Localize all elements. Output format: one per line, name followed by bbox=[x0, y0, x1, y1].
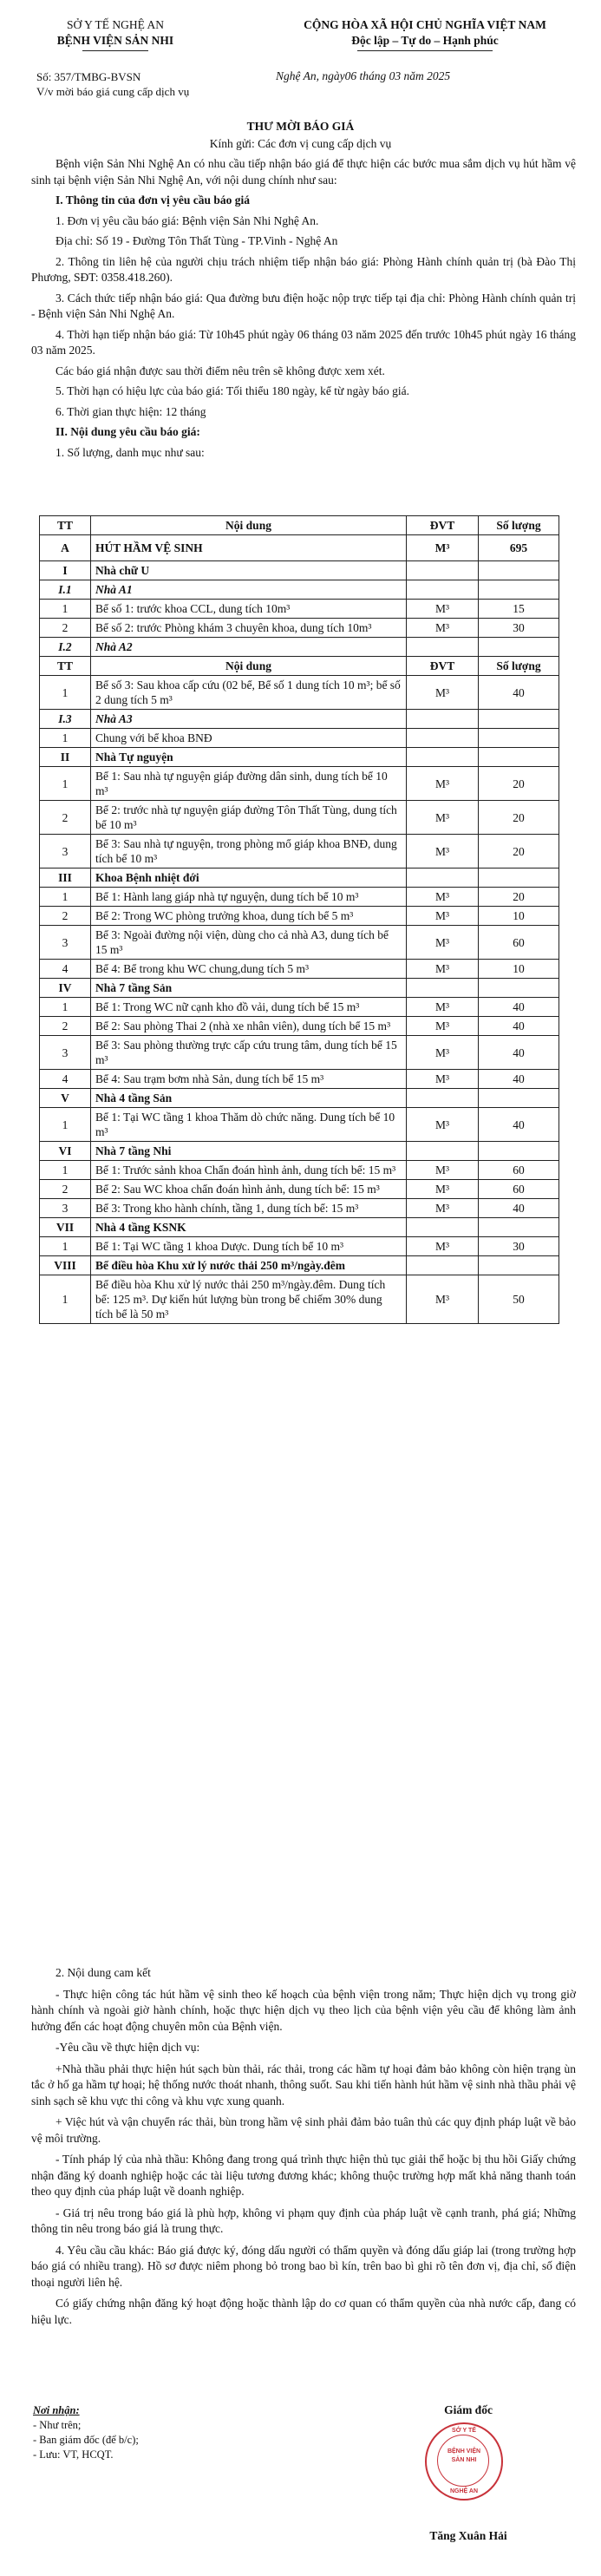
section-2-heading: II. Nội dung yêu cầu báo giá: bbox=[56, 425, 200, 438]
cell-content: Bể số 1: trước khoa CCL, dung tích 10m³ bbox=[91, 600, 407, 619]
cell-unit: M³ bbox=[407, 1036, 479, 1070]
cell-content: Bể 2: trước nhà tự nguyện giáp đường Tôn Thất Tùng, dung tích bể 10 m³ bbox=[91, 801, 407, 835]
cell-content: Nhà 7 tầng Sản bbox=[91, 979, 407, 998]
cell-quantity bbox=[479, 729, 559, 748]
cell-unit: M³ bbox=[407, 1108, 479, 1142]
commitment-section bbox=[31, 1965, 576, 2333]
cell-tt: 1 bbox=[40, 600, 91, 619]
table-row bbox=[40, 1218, 559, 1237]
cell-content: Bể 2: Sau phòng Thai 2 (nhà xe nhân viên), dung tích bể 15 m³ bbox=[91, 1017, 407, 1036]
table-row bbox=[40, 1275, 559, 1324]
cell-quantity bbox=[479, 1218, 559, 1237]
cell-quantity: 20 bbox=[479, 888, 559, 907]
cell-unit bbox=[407, 729, 479, 748]
section-1-item: 3. Cách thức tiếp nhận báo giá: Qua đường bưu điện hoặc nộp trực tiếp tại địa chỉ: Phòng Hành chính quản trị - Bệnh viện Sản Nhi Nghệ An. bbox=[31, 291, 576, 320]
cell-unit bbox=[407, 979, 479, 998]
commitment-paragraph: + Việc hút và vận chuyển rác thải, bùn trong hầm vệ sinh phải đảm bảo tuân thủ các quy định pháp luật về bảo vệ môi trường. bbox=[31, 2115, 576, 2145]
cell-unit: M³ bbox=[407, 1017, 479, 1036]
cell-tt: I.2 bbox=[40, 638, 91, 657]
col-header-unit: ĐVT bbox=[407, 516, 479, 535]
commitment-paragraph: -Yêu cầu về thực hiện dịch vụ: bbox=[56, 2041, 200, 2054]
table-row bbox=[40, 600, 559, 619]
org-underline bbox=[82, 50, 148, 51]
cell-quantity: 50 bbox=[479, 1275, 559, 1324]
cell-unit bbox=[407, 710, 479, 729]
section-1-item: Địa chỉ: Số 19 - Đường Tôn Thất Tùng - TP.Vinh - Nghệ An bbox=[56, 234, 338, 247]
cell-quantity bbox=[479, 979, 559, 998]
cell-content: Bể điều hòa Khu xử lý nước thải 250 m³/ngày.đêm. Dung tích bể: 125 m³. Dự kiến hút lượng bùn trong bể chiếm 30% dung tích bể là 50 m³ bbox=[91, 1275, 407, 1324]
cell-quantity bbox=[479, 1089, 559, 1108]
cell-quantity bbox=[479, 638, 559, 657]
cell-unit: M³ bbox=[407, 619, 479, 638]
cell-content: Nhà A3 bbox=[91, 710, 407, 729]
signer-name: Tăng Xuân Hải bbox=[429, 2529, 507, 2542]
table-row bbox=[40, 835, 559, 868]
cell-tt: 2 bbox=[40, 619, 91, 638]
table-row bbox=[40, 907, 559, 926]
cell-quantity: 15 bbox=[479, 600, 559, 619]
table-row bbox=[40, 888, 559, 907]
service-table bbox=[39, 515, 559, 1324]
table-row bbox=[40, 979, 559, 998]
cell-quantity bbox=[479, 748, 559, 767]
cell-unit: M³ bbox=[407, 1161, 479, 1180]
section-1-item: 5. Thời hạn có hiệu lực của báo giá: Tối thiểu 180 ngày, kể từ ngày báo giá. bbox=[56, 384, 410, 397]
commitment-paragraph: Có giấy chứng nhận đăng ký hoạt động hoặc thành lập do cơ quan có thẩm quyền của nhà nước cấp, đang có hiệu lực. bbox=[31, 2297, 576, 2326]
cell-unit bbox=[407, 748, 479, 767]
cell-unit bbox=[407, 1089, 479, 1108]
recipients-label: Nơi nhận: bbox=[33, 2404, 80, 2416]
cell-tt: VII bbox=[40, 1218, 91, 1237]
table-row bbox=[40, 748, 559, 767]
cell-tt: VIII bbox=[40, 1256, 91, 1275]
cell-content: Bể 1: Hành lang giáp nhà tự nguyện, dung tích bể 10 m³ bbox=[91, 888, 407, 907]
commitment-paragraph: - Tính pháp lý của nhà thầu: Không đang trong quá trình thực hiện thủ tục giải thể hoặc bị thu hồi Giấy chứng nhận đăng ký doanh nghiệp hoặc các tài liệu tương đương khác; không thuộc trường hợp mất khả năng thanh toán theo quy định của pháp luật về doanh nghiệp. bbox=[31, 2153, 576, 2198]
table-row bbox=[40, 1017, 559, 1036]
cell-quantity: 40 bbox=[479, 1070, 559, 1089]
table-row bbox=[40, 767, 559, 801]
cell-quantity bbox=[479, 1256, 559, 1275]
recipient-item: - Lưu: VT, HCQT. bbox=[33, 2448, 114, 2461]
cell-tt: I bbox=[40, 561, 91, 580]
cell-unit: M³ bbox=[407, 1199, 479, 1218]
table-row bbox=[40, 561, 559, 580]
cell-content: Bể số 3: Sau khoa cấp cứu (02 bể, Bể số 1 dung tích 10 m³; bể số 2 dung tích 5 m³ bbox=[91, 676, 407, 710]
section-1-item: 6. Thời gian thực hiện: 12 tháng bbox=[56, 404, 206, 418]
table-row bbox=[40, 1108, 559, 1142]
table-row bbox=[40, 1256, 559, 1275]
cell-content: Bể 3: Trong kho hành chính, tầng 1, dung tích bể: 15 m³ bbox=[91, 1199, 407, 1218]
cell-unit: M³ bbox=[407, 888, 479, 907]
cell-content: Nhà chữ U bbox=[91, 561, 407, 580]
org-parent: SỞ Y TẾ NGHỆ AN bbox=[66, 18, 164, 31]
cell-quantity: 40 bbox=[479, 998, 559, 1017]
section-1-item: 1. Đơn vị yêu cầu báo giá: Bệnh viện Sản Nhi Nghệ An. bbox=[56, 213, 319, 227]
cell-content: Chung với bể khoa BNĐ bbox=[91, 729, 407, 748]
table-row bbox=[40, 1142, 559, 1161]
cell-tt: 3 bbox=[40, 1199, 91, 1218]
commitment-paragraph: - Thực hiện công tác hút hầm vệ sinh theo kế hoạch của bệnh viện trong năm; Thực hiện dịch vụ trong giờ hành chính và ngoài giờ hành chính, hoặc thực hiện dịch vụ theo lịch của bệnh viện yêu cầu để không làm ảnh hưởng đến các hoạt động chuyên môn của Bệnh viện. bbox=[31, 1987, 576, 2033]
cell-quantity: 695 bbox=[479, 535, 559, 561]
cell-tt: 1 bbox=[40, 1275, 91, 1324]
cell-content: Bể 1: Sau nhà tự nguyện giáp đường dân sinh, dung tích bể 10 m³ bbox=[91, 767, 407, 801]
cell-unit: M³ bbox=[407, 926, 479, 960]
cell-content: Nhà A2 bbox=[91, 638, 407, 657]
section-1-item: 4. Thời hạn tiếp nhận báo giá: Từ 10h45 phút ngày 06 tháng 03 năm 2025 đến trước 10h45 phút ngày 16 tháng 03 năm 2025. bbox=[31, 327, 576, 357]
cell-unit bbox=[407, 1256, 479, 1275]
cell-quantity: 60 bbox=[479, 1180, 559, 1199]
cell-content: Bể 2: Sau WC khoa chẩn đoán hình ảnh, dung tích bể: 15 m³ bbox=[91, 1180, 407, 1199]
document-date: Nghệ An, ngày06 tháng 03 năm 2025 bbox=[276, 69, 451, 82]
cell-unit: M³ bbox=[407, 835, 479, 868]
cell-content: Bể 4: Sau trạm bơm nhà Sản, dung tích bể 15 m³ bbox=[91, 1070, 407, 1089]
stamp-text: NGHỆ AN bbox=[449, 2488, 479, 2494]
table-row bbox=[40, 535, 559, 561]
cell-tt: I.3 bbox=[40, 710, 91, 729]
table-row bbox=[40, 1180, 559, 1199]
cell-unit: M³ bbox=[407, 767, 479, 801]
org-name: BỆNH VIỆN SẢN NHI bbox=[56, 34, 174, 47]
table-row bbox=[40, 1161, 559, 1180]
reference-subject: V/v mời báo giá cung cấp dịch vụ bbox=[36, 85, 190, 98]
cell-content: Bể 1: Trong WC nữ cạnh kho đồ vải, dung tích bể 15 m³ bbox=[91, 998, 407, 1017]
cell-tt: 3 bbox=[40, 926, 91, 960]
table-row bbox=[40, 868, 559, 888]
recipients-block bbox=[33, 2403, 139, 2462]
nation-name: CỘNG HÒA XÃ HỘI CHỦ NGHĨA VIỆT NAM bbox=[304, 18, 546, 31]
cell-unit: M³ bbox=[407, 535, 479, 561]
reference-number: Số: 357/TMBG-BVSN bbox=[36, 70, 141, 83]
cell-tt: 1 bbox=[40, 1108, 91, 1142]
table-row bbox=[40, 1070, 559, 1089]
table-row bbox=[40, 619, 559, 638]
cell-content: HÚT HẦM VỆ SINH bbox=[91, 535, 407, 561]
cell-content: Khoa Bệnh nhiệt đới bbox=[91, 868, 407, 888]
commitment-paragraph: - Giá trị nêu trong báo giá là phù hợp, không vi phạm quy định của pháp luật về cạnh tranh, phá giá; Những thông tin nêu trong báo giá là trung thực. bbox=[31, 2206, 576, 2235]
cell-content: Nhà Tự nguyện bbox=[91, 748, 407, 767]
signer-position: Giám đốc bbox=[444, 2403, 493, 2416]
cell-tt: V bbox=[40, 1089, 91, 1108]
table-row bbox=[40, 926, 559, 960]
cell-unit bbox=[407, 561, 479, 580]
table-row bbox=[40, 998, 559, 1017]
cell-content: Bể 1: Trước sảnh khoa Chẩn đoán hình ảnh, dung tích bể: 15 m³ bbox=[91, 1161, 407, 1180]
table-row bbox=[40, 1036, 559, 1070]
cell-quantity bbox=[479, 561, 559, 580]
section-2-sub1: 1. Số lượng, danh mục như sau: bbox=[56, 445, 205, 459]
document-title: THƯ MỜI BÁO GIÁ bbox=[246, 120, 355, 133]
section-1-item: Các báo giá nhận được sau thời điểm nêu trên sẽ không được xem xét. bbox=[56, 364, 385, 377]
cell-content: Nhà 4 tầng KSNK bbox=[91, 1218, 407, 1237]
cell-tt: III bbox=[40, 868, 91, 888]
cell-unit bbox=[407, 638, 479, 657]
header-nation bbox=[260, 17, 590, 49]
commitment-heading: 2. Nội dung cam kết bbox=[56, 1966, 151, 1979]
table-header-row bbox=[40, 657, 559, 676]
cell-quantity bbox=[479, 580, 559, 600]
cell-unit: M³ bbox=[407, 960, 479, 979]
commitment-paragraph: 4. Yêu cầu cầu khác: Báo giá được ký, đóng dấu người có thẩm quyền và đóng dấu giáp lai (trong trường hợp báo giá có nhiều trang). Hồ sơ được niêm phong bỏ trong bao bì kín, trên bao bì ghi rõ tên đơn vị, địa chỉ, số điện thoại người liên hệ. bbox=[31, 2243, 576, 2289]
cell-tt: 1 bbox=[40, 888, 91, 907]
cell-content: Bể số 2: trước Phòng khám 3 chuyên khoa, dung tích 10m³ bbox=[91, 619, 407, 638]
document-body bbox=[31, 156, 576, 465]
table-row bbox=[40, 580, 559, 600]
cell-tt: IV bbox=[40, 979, 91, 998]
cell-content: Bể 1: Tại WC tầng 1 khoa Dược. Dung tích bể 10 m³ bbox=[91, 1237, 407, 1256]
cell-unit: ĐVT bbox=[407, 657, 479, 676]
table-row bbox=[40, 710, 559, 729]
cell-unit: M³ bbox=[407, 801, 479, 835]
table-row bbox=[40, 1237, 559, 1256]
cell-quantity: 40 bbox=[479, 1108, 559, 1142]
col-header-quantity: Số lượng bbox=[479, 516, 559, 535]
cell-tt: 1 bbox=[40, 676, 91, 710]
stamp-text: SẢN NHI bbox=[451, 2457, 477, 2463]
col-header-tt: TT bbox=[40, 516, 91, 535]
cell-quantity: 60 bbox=[479, 1161, 559, 1180]
cell-quantity: 40 bbox=[479, 676, 559, 710]
cell-content: Bể 2: Trong WC phòng trưởng khoa, dung tích bể 5 m³ bbox=[91, 907, 407, 926]
cell-tt: 1 bbox=[40, 729, 91, 748]
cell-tt: 4 bbox=[40, 960, 91, 979]
cell-tt: 1 bbox=[40, 1161, 91, 1180]
cell-unit: M³ bbox=[407, 1180, 479, 1199]
cell-unit: M³ bbox=[407, 907, 479, 926]
cell-quantity: 20 bbox=[479, 801, 559, 835]
stamp-text: SỞ Y TẾ bbox=[452, 2428, 476, 2434]
cell-quantity: 10 bbox=[479, 907, 559, 926]
cell-quantity bbox=[479, 710, 559, 729]
commitment-paragraph: +Nhà thầu phải thực hiện hút sạch bùn thải, rác thải, trong các hầm tự hoại đảm bảo không còn hiện trạng ùn tắc ở hố ga hầm tự hoại; hệ thống nước thoát nhanh, thông suốt. Sau khi tiến hành hút hầm vệ sinh nhà thầu phải vệ sinh sạch sẽ khu vực thi công và khu vực xung quanh. bbox=[31, 2061, 576, 2107]
intro-paragraph: Bệnh viện Sản Nhi Nghệ An có nhu cầu tiếp nhận báo giá để thực hiện các bước mua sắm dịch vụ hút hầm vệ sinh tại bệnh viện Sản Nhi Nghệ An, với nội dung chính như sau: bbox=[31, 157, 576, 187]
cell-tt: 3 bbox=[40, 835, 91, 868]
reference-block bbox=[36, 69, 201, 99]
cell-tt: A bbox=[40, 535, 91, 561]
table-row bbox=[40, 960, 559, 979]
col-header-content: Nội dung bbox=[91, 516, 407, 535]
cell-unit: M³ bbox=[407, 1275, 479, 1324]
cell-quantity: 30 bbox=[479, 619, 559, 638]
cell-content: Bể 3: Ngoài đường nội viện, dùng cho cả nhà A3, dung tích bể 15 m³ bbox=[91, 926, 407, 960]
addressee: Kính gửi: Các đơn vị cung cấp dịch vụ bbox=[209, 137, 392, 150]
table-row bbox=[40, 1089, 559, 1108]
nation-motto: Độc lập – Tự do – Hạnh phúc bbox=[351, 34, 499, 47]
cell-quantity bbox=[479, 1142, 559, 1161]
table-header-row bbox=[40, 516, 559, 535]
cell-content: Bể 3: Sau phòng thường trực cấp cứu trung tâm, dung tích bể 15 m³ bbox=[91, 1036, 407, 1070]
cell-quantity: 30 bbox=[479, 1237, 559, 1256]
cell-tt: II bbox=[40, 748, 91, 767]
cell-unit bbox=[407, 580, 479, 600]
official-stamp bbox=[425, 2422, 503, 2501]
cell-unit: M³ bbox=[407, 676, 479, 710]
cell-content: Bể 4: Bể trong khu WC chung,dung tích 5 m³ bbox=[91, 960, 407, 979]
section-1-heading: I. Thông tin của đơn vị yêu cầu báo giá bbox=[56, 193, 251, 206]
cell-unit bbox=[407, 868, 479, 888]
cell-tt: TT bbox=[40, 657, 91, 676]
cell-tt: 2 bbox=[40, 907, 91, 926]
motto-underline bbox=[357, 50, 493, 51]
cell-quantity: 40 bbox=[479, 1036, 559, 1070]
table-row bbox=[40, 801, 559, 835]
cell-quantity: 20 bbox=[479, 767, 559, 801]
cell-unit: M³ bbox=[407, 1237, 479, 1256]
section-1-item: 2. Thông tin liên hệ của người chịu trách nhiệm tiếp nhận báo giá: Phòng Hành chính quản trị (bà Đào Thị Phương, SĐT: 0358.418.260). bbox=[31, 254, 576, 284]
table-row bbox=[40, 676, 559, 710]
cell-content: Nhà 7 tầng Nhi bbox=[91, 1142, 407, 1161]
cell-content: Nhà 4 tầng Sản bbox=[91, 1089, 407, 1108]
cell-tt: 4 bbox=[40, 1070, 91, 1089]
cell-quantity bbox=[479, 868, 559, 888]
recipient-item: - Như trên; bbox=[33, 2419, 82, 2431]
table-row bbox=[40, 729, 559, 748]
table-row bbox=[40, 638, 559, 657]
cell-content: Nội dung bbox=[91, 657, 407, 676]
cell-quantity: 40 bbox=[479, 1199, 559, 1218]
cell-unit: M³ bbox=[407, 1070, 479, 1089]
recipient-item: - Ban giám đốc (để b/c); bbox=[33, 2434, 139, 2446]
cell-tt: 1 bbox=[40, 767, 91, 801]
cell-content: Bể 1: Tại WC tầng 1 khoa Thăm dò chức năng. Dung tích bể 10 m³ bbox=[91, 1108, 407, 1142]
cell-tt: 1 bbox=[40, 1237, 91, 1256]
cell-content: Bể 3: Sau nhà tự nguyện, trong phòng mổ giáp khoa BNĐ, dung tích bể 10 m³ bbox=[91, 835, 407, 868]
cell-tt: 2 bbox=[40, 801, 91, 835]
cell-content: Nhà A1 bbox=[91, 580, 407, 600]
cell-unit: M³ bbox=[407, 998, 479, 1017]
cell-tt: 1 bbox=[40, 998, 91, 1017]
cell-tt: 2 bbox=[40, 1180, 91, 1199]
cell-quantity: 10 bbox=[479, 960, 559, 979]
header-organization bbox=[16, 17, 215, 49]
cell-quantity: Số lượng bbox=[479, 657, 559, 676]
cell-tt: I.1 bbox=[40, 580, 91, 600]
cell-tt: VI bbox=[40, 1142, 91, 1161]
cell-quantity: 20 bbox=[479, 835, 559, 868]
table-row bbox=[40, 1199, 559, 1218]
cell-quantity: 40 bbox=[479, 1017, 559, 1036]
cell-tt: 2 bbox=[40, 1017, 91, 1036]
cell-unit: M³ bbox=[407, 600, 479, 619]
cell-content: Bể điều hòa Khu xử lý nước thải 250 m³/ngày.đêm bbox=[91, 1256, 407, 1275]
cell-unit bbox=[407, 1218, 479, 1237]
cell-unit bbox=[407, 1142, 479, 1161]
cell-quantity: 60 bbox=[479, 926, 559, 960]
cell-tt: 3 bbox=[40, 1036, 91, 1070]
stamp-text: BỆNH VIỆN bbox=[447, 2448, 481, 2455]
